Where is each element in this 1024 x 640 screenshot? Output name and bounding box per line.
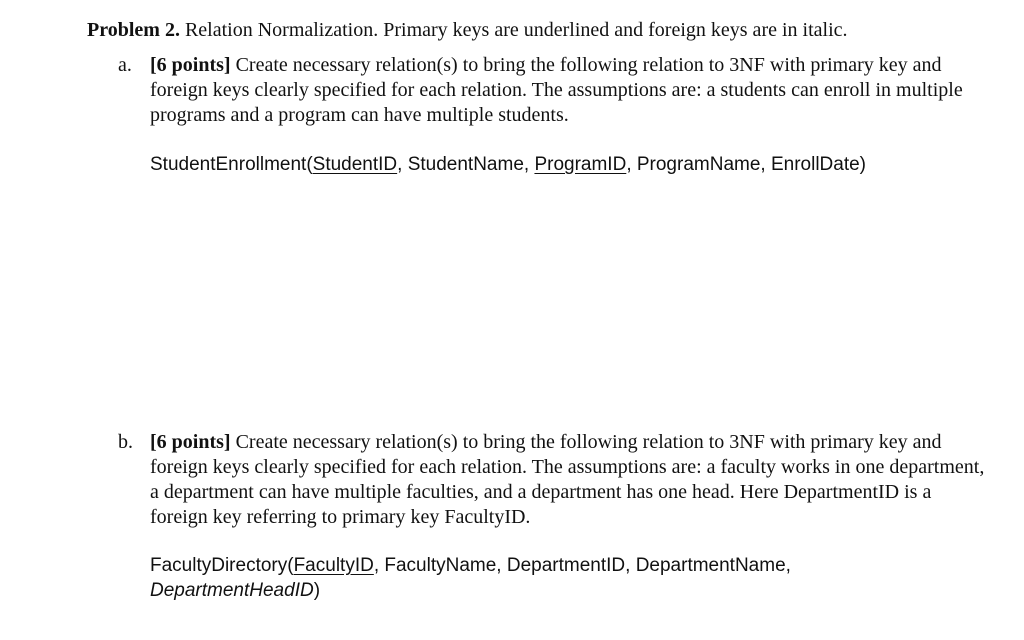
part-a-text: [150, 53, 992, 128]
part-b-relation: [150, 553, 910, 603]
part-b-points: [6 points]: [150, 431, 231, 453]
part-a-description: Create necessary relation(s) to bring the following relation to 3NF with primary key and foreign keys clearly specified for each relation. The assumptions are: a students can enroll in multiple programs and a program can have multiple students.: [150, 54, 963, 126]
relation-attributes: , StudentName,: [397, 154, 535, 175]
primary-key-programid: ProgramID: [534, 154, 627, 175]
part-b-description: Create necessary relation(s) to bring the following relation to 3NF with primary key and foreign keys clearly specified for each relation. The assumptions are: a faculty works in one department, a department can have multiple faculties, and a department has one head. Here DepartmentID is a foreign key referring to primary key FacultyID.: [150, 431, 985, 528]
foreign-key-departmentheadid: DepartmentHeadID: [150, 580, 314, 601]
problem-heading: [87, 18, 987, 43]
relation-close: ): [313, 580, 321, 601]
problem-title: Relation Normalization. Primary keys are underlined and foreign keys are in italic.: [179, 19, 848, 41]
part-a-points: [6 points]: [150, 54, 231, 76]
relation-name: FacultyDirectory(: [150, 555, 294, 576]
primary-key-studentid: StudentID: [312, 154, 398, 175]
relation-name: StudentEnrollment(: [150, 154, 313, 175]
relation-attributes-rest: , ProgramName, EnrollDate): [626, 154, 867, 175]
part-a-relation: [150, 152, 866, 177]
relation-attributes: , FacultyName, DepartmentID, DepartmentName,: [373, 555, 791, 576]
part-b-text: [150, 430, 992, 530]
part-a-marker: a.: [118, 54, 132, 76]
primary-key-facultyid: FacultyID: [293, 555, 374, 576]
problem-label: Problem 2.: [87, 19, 180, 41]
part-b-marker: b.: [118, 431, 133, 453]
